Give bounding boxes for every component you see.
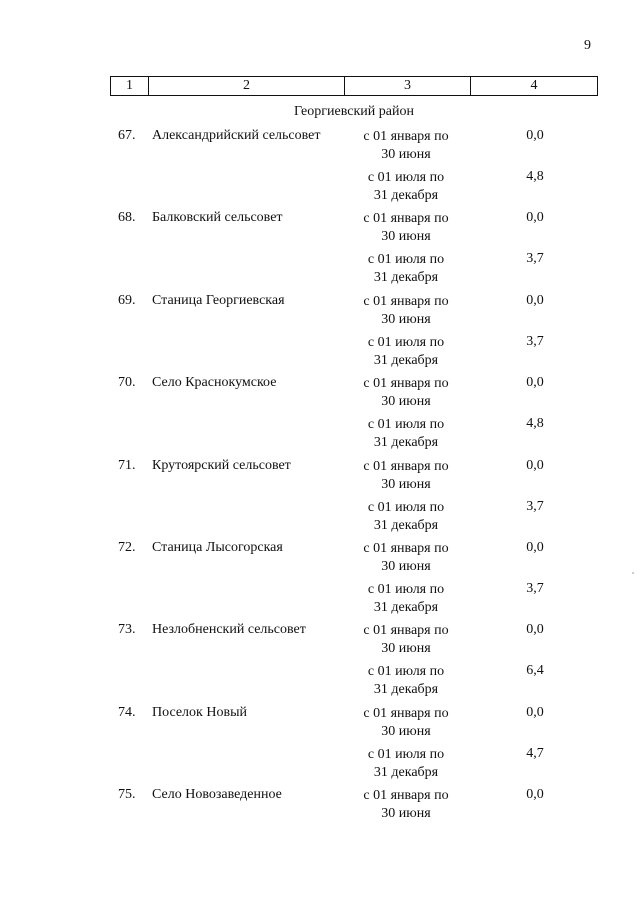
table-row (0, 210, 640, 292)
period-first-half: с 01 января по 30 июня (363, 129, 449, 162)
table-row (0, 128, 640, 210)
value-second-half: 6,4 (526, 663, 544, 679)
period-second-half: с 01 июля по 31 декабря (367, 581, 445, 615)
period-first-half: с 01 января по 30 июня (363, 705, 449, 739)
value-second-half: 3,7 (526, 333, 544, 349)
value-first-half: 0,0 (526, 210, 544, 226)
municipality-name: Станица Георгиевская (152, 292, 285, 308)
table-row (0, 787, 640, 869)
value-second-half: 4,8 (526, 169, 544, 184)
column-header-row (110, 76, 598, 96)
municipality-name: Крутоярский сельсовет (152, 457, 291, 473)
period-second-half: с 01 июля по 31 декабря (367, 664, 445, 698)
municipality-name: Село Новозаведенное (152, 787, 282, 803)
page-number: 9 (584, 38, 591, 53)
value-second-half: 4,8 (526, 416, 544, 432)
table-row (0, 622, 640, 704)
value-second-half: 3,7 (526, 251, 544, 267)
row-number: 75. (118, 787, 136, 803)
row-number: 69. (118, 292, 136, 308)
column-header-3: 3 (345, 77, 471, 95)
period-first-half: с 01 января по 30 июня (363, 623, 449, 657)
row-number: 73. (118, 622, 136, 638)
period-second-half: с 01 июля по 31 декабря (367, 170, 445, 203)
period-first-half: с 01 января по 30 июня (363, 788, 449, 822)
column-header-4: 4 (530, 78, 538, 93)
row-number: 71. (118, 457, 136, 473)
scan-artifact (632, 572, 634, 574)
municipality-name: Станица Лысогорская (152, 539, 283, 555)
period-first-half: с 01 января по 30 июня (363, 458, 449, 492)
value-first-half: 0,0 (526, 622, 544, 638)
value-second-half: 4,7 (526, 745, 544, 761)
period-first-half: с 01 января по 30 июня (363, 211, 449, 245)
municipality-name: Александрийский сельсовет (152, 128, 321, 143)
period-second-half: с 01 июля по 31 декабря (367, 252, 445, 286)
period-second-half: с 01 июля по 31 декабря (367, 746, 445, 780)
table-row (0, 705, 640, 787)
entries-list (0, 128, 640, 870)
table-row (0, 458, 640, 540)
period-second-half: с 01 июля по 31 декабря (367, 417, 445, 451)
municipality-name: Поселок Новый (152, 704, 247, 720)
table-row (0, 540, 640, 622)
municipality-name: Незлобненский сельсовет (152, 622, 306, 638)
period-second-half: с 01 июля по 31 декабря (367, 334, 445, 368)
district-heading: Георгиевский район (294, 104, 414, 119)
column-header-2: 2 (149, 77, 345, 95)
value-first-half: 0,0 (526, 375, 544, 391)
value-first-half: 0,0 (526, 128, 544, 143)
row-number: 68. (118, 210, 136, 226)
period-first-half: с 01 января по 30 июня (363, 540, 449, 574)
value-first-half: 0,0 (526, 292, 544, 308)
value-first-half: 0,0 (526, 704, 544, 720)
value-first-half: 0,0 (526, 539, 544, 555)
value-second-half: 3,7 (526, 580, 544, 596)
value-first-half: 0,0 (526, 457, 544, 473)
period-first-half: с 01 января по 30 июня (363, 376, 449, 410)
row-number: 67. (118, 128, 136, 143)
row-number: 74. (118, 704, 136, 720)
municipality-name: Село Краснокумское (152, 375, 277, 391)
period-second-half: с 01 июля по 31 декабря (367, 499, 445, 533)
value-first-half: 0,0 (526, 787, 544, 803)
table-row (0, 375, 640, 457)
table-row (0, 293, 640, 375)
row-number: 70. (118, 375, 136, 391)
value-second-half: 3,7 (526, 498, 544, 514)
column-header-1: 1 (111, 77, 149, 95)
municipality-name: Балковский сельсовет (152, 210, 283, 226)
row-number: 72. (118, 539, 136, 555)
period-first-half: с 01 января по 30 июня (363, 293, 449, 327)
